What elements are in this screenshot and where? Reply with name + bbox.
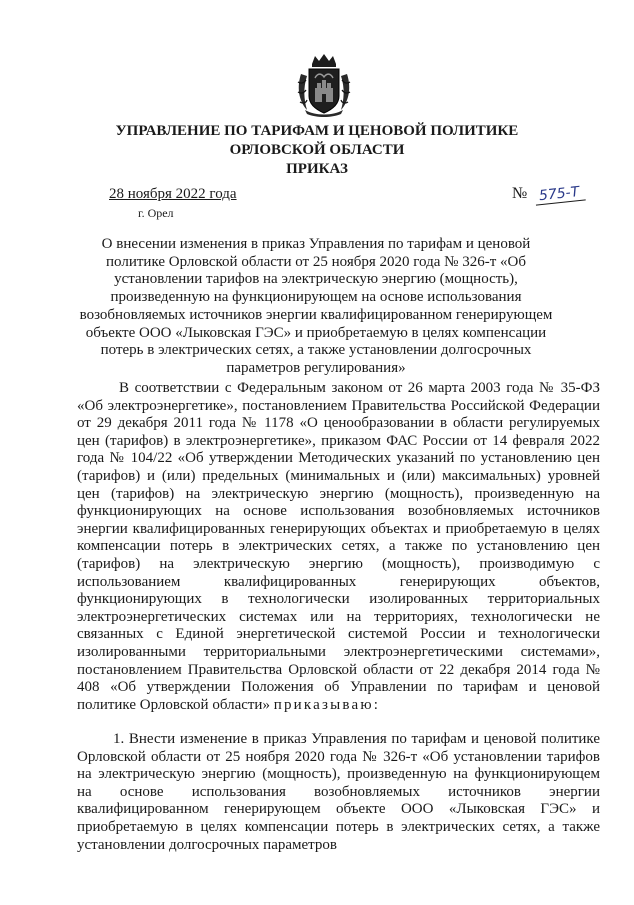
order-subject: О внесении изменения в приказ Управления по тарифам и ценовой политике Орловской области от 25 ноября 2020 года № 326-т «Об установлении тарифов на электрическую энергию (мощность), произведенную на функционирующем на основе использования возобновляемых источников энергии квалифицированном генерирующем объекте ООО «Лыковская ГЭС» и приобретаемую в целях компенсации потерь в электрических сетях, а также установлении долгосрочных параметров регулирования» <box>79 236 553 376</box>
coat-of-arms-emblem <box>295 52 353 118</box>
item-1-paragraph: 1. Внести изменение в приказ Управления по тарифам и ценовой политике Орловской области от 25 ноября 2020 года № 326-т «Об установлении тарифов на электрическую энергию (мощность), произведенную на функционирующем на основе использования возобновляемых источников энергии квалифицированном генерирующем объекте ООО «Лыковская ГЭС» и приобретаемую в целях компенсации потерь в электрических сетях, а также установлении долгосрочных параметров <box>77 731 600 853</box>
handwritten-number: 575-Т <box>535 183 587 205</box>
order-date: 28 ноября 2022 года <box>109 186 237 202</box>
preamble-paragraph <box>77 380 600 714</box>
order-word: приказываю: <box>273 696 381 713</box>
document-type: ПРИКАЗ <box>286 161 348 177</box>
preamble-text: В соответствии с Федеральным законом от 26 марта 2003 года № 35-ФЗ «Об электроэнергетике», постановлением Правительства Российской Федерации от 29 декабря 2011 года № 1178 «О ценообразовании в области регулируемых цен (тарифов) в электроэнергетике», приказом ФАС России от 14 февраля 2022 года № 104/22 «Об утверждении Методических указаний по установлению цен (тарифов) и (или) предельных (минимальных и (или) максимальных) уровней цен (тарифов) на электрическую энергию (мощность), произведенную на функционирующих на основе использования возобновляемых источников энергии квалифицированных генерирующих объектах и приобретаемую в целях компенсации потерь в электрических сетях, а также по установлению цен (тарифов) на электрическую энергию (мощность), производимую с использованием квалифицированных генерирующих объектов, функционирующих в технологически изолированных территориальных электроэнергетических системах или на территориях, технологически не связанных с Единой энергетической системой России и технологически изолированными территориальными электроэнергетическими системами», постановлением Правительства Орловской области от 22 декабря 2014 года № 408 «Об утверждении Положения об Управлении по тарифам и ценовой политике Орловской области» <box>77 380 600 713</box>
order-city: г. Орел <box>138 206 174 220</box>
region-name: ОРЛОВСКОЙ ОБЛАСТИ <box>229 142 405 158</box>
order-number <box>512 185 586 203</box>
number-sign: № <box>512 185 528 202</box>
agency-name: УПРАВЛЕНИЕ ПО ТАРИФАМ И ЦЕНОВОЙ ПОЛИТИКЕ <box>115 123 519 139</box>
